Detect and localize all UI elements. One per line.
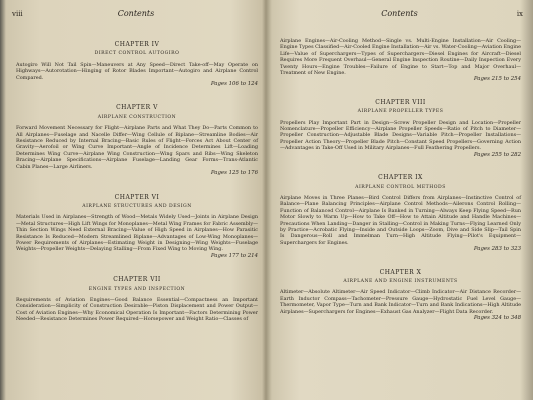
left-page-body bbox=[16, 38, 258, 323]
chapter-title: AIRPLANE PROPELLER TYPES bbox=[357, 109, 444, 115]
left-page-number: viii bbox=[12, 10, 23, 18]
chapter-contents: Forward Movement Necessary for Flight—Airplane Parts and What They Do—Parts Common to All Airplanes—Fuselage and Nacelle Differ—Wing Cellule of Biplane—Streamline Bodies—Air Resistance Reduced by Internal Bracing—Basic Rules of Flight—Forces Act About Center of Gravity—Aerofoil or Wing Curve Important—Angle of Incidence Determines Lift—Loading Determines Wing Curve—Airplane Wing Construction—Wing Spars and Ribs—Wing Skeleton Bracing—Airplane Specifications—Airplane Fuselage—Landing Gear Forms—Trans-Atlantic Cabin Planes—Large Airliners. bbox=[16, 125, 258, 170]
chapter-contents: Materials Used in Airplanes—Strength of Wood—Metals Widely Used—Joints in Airplane Design—Metal Structures—High Lift Wings for Monoplanes—Metal Wing Frames for Fabric Assembly—Thin Section Wings Need External Bracing—Value of High Speed in Airplanes—How Parasitic Resistance Is Reduced—Modern Streamlined Biplane—Advantages of Low-Wing Monoplanes—Power Requirements of Airplanes—Estimating Weight in Designing—Wing Weights—Fuselage Weights—Propeller Weights—Delaying Stalling—From Fixed Wing to Moving Wing. bbox=[16, 214, 258, 253]
chapter-contents: Requirements of Aviation Engines—Good Balance Essential—Compactness an Important Consideration—Simplicity of Construction Desirable—Piston Displacement and Power Output—Cost of Aviation Engines—Why Economical Operation Is Important—Factors Determining Power Needed—Resistance Determines Power Required—Horsepower and Weight Ratio—Classes of bbox=[16, 296, 258, 323]
left-page bbox=[8, 0, 264, 400]
left-running-title: Contents bbox=[117, 9, 155, 18]
chapter-heading: CHAPTER V bbox=[116, 104, 158, 112]
chapter-block bbox=[280, 270, 521, 322]
chapter-contents: Autogiro Will Not Tail Spin—Maneuvers at Any Speed—Direct Take-off—May Operate on Highways—Autorotation—Hinging of Rotor Blades Important—Autogiro and Airplane Control Compared. bbox=[16, 61, 258, 81]
chapter-block bbox=[16, 42, 258, 87]
right-page-number: ix bbox=[516, 10, 523, 18]
chapter-heading: CHAPTER VI bbox=[114, 193, 160, 201]
chapter-contents: Altimeter—Absolute Altimeter—Air Speed Indicator—Climb Indicator—Air Distance Recorder—Earth Inductor Compass—Tachometer—Pressure Gauge—Hydrostatic Fuel Level Gauge—Thermometer, Vapor Type—Turn and Bank Indicator—Turn and Bank Indications—High Altitude Airplanes—Superchargers for Engines—Exhaust Gas Analyzer—Flight Data Recorder. bbox=[280, 289, 521, 315]
chapter-pages: Pages 283 to 323 bbox=[473, 246, 521, 253]
chapter-title: AIRPLANE CONTROL METHODS bbox=[355, 184, 446, 190]
chapter-pages: Pages 125 to 176 bbox=[210, 170, 258, 177]
chapter-block bbox=[16, 195, 258, 260]
chapter-contents: Propellers Play Important Part in Design—Screw Propeller Design and Location—Propeller Nomenclature—Propeller Efficiency—Airplane Propeller Speeds—Ratio of Pitch to Diameter—Propeller Construction—Adjustable Blade Designs—Variable Pitch—Propeller Installations—Propeller Action Theory—Propeller Blade Pitch—Constant Speed Propellers—Governing Action—Advantages in Take-Off Used in Military Airplanes—Full Feathering Propellers. bbox=[280, 119, 521, 152]
right-running-title: Contents bbox=[381, 9, 418, 18]
right-page-body bbox=[280, 38, 521, 321]
right-page bbox=[272, 0, 527, 400]
chapter-title: ENGINE TYPES AND INSPECTION bbox=[88, 286, 186, 292]
chapter-heading: CHAPTER IX bbox=[378, 174, 423, 182]
chapter-block bbox=[16, 277, 258, 322]
chapter-block bbox=[280, 175, 521, 252]
chapter-pages: Pages 215 to 254 bbox=[473, 76, 521, 83]
chapter-title: AIRPLANE STRUCTURES AND DESIGN bbox=[82, 203, 192, 209]
chapter-block bbox=[16, 105, 258, 176]
chapter-title: AIRPLANE CONSTRUCTION bbox=[97, 114, 177, 120]
chapter-pages: Pages 106 to 124 bbox=[210, 81, 258, 88]
chapter-contents: Airplane Moves in Three Planes—Bird Control Differs from Airplanes—Instinctive Control of Balance—Plane Balancing Principles—Airplane Control Methods—Ailerons Control Rolling—Function of Balanced Control—Airplane Is Banked in Turning—Always Keep Flying Speed—Run Motor Slowly to Warm Up—How to Take Off—How to Attain Altitude and Handle Machines—Precautions When Landing—Danger in Stalling—Control in Making Turns—Flying Learned Only by Practice—Acrobatic Flying—Inside and Outside Loops—Zoom, Dive and Side Slip—Tail Spin Is Dangerous—Roll and Immelman Turn—High Altitude Flying—Pilot's Equipment—Superchargers for Engines. bbox=[280, 194, 521, 246]
chapter-title: AIRPLANE AND ENGINE INSTRUMENTS bbox=[343, 278, 458, 284]
chapter-heading: CHAPTER X bbox=[379, 268, 422, 276]
chapter-pages: Pages 177 to 214 bbox=[210, 252, 258, 259]
chapter-pages: Pages 255 to 282 bbox=[473, 151, 521, 158]
chapter-contents: Airplane Engines—Air-Cooling Method—Single vs. Multi-Engine Installation—Air Cooling—Engine Types Classified—Air-Cooled Engine Installation—Air vs. Water-Cooling—Aviation Engine Life—Value of Superchargers—Types of Superchargers—Diesel Engines for Aircraft—Diesel Requires More Frequent Overhaul—General Engine Inspection Routine—Daily Inspection Every Twenty Hours—Engine Troubles—Failure of Engine to Start—Top and Major Overhaul—Treatment of New Engine. bbox=[280, 38, 521, 77]
chapter-pages: Pages 324 to 348 bbox=[473, 315, 521, 321]
chapter-heading: CHAPTER VIII bbox=[375, 98, 426, 106]
chapter-heading: CHAPTER VII bbox=[113, 276, 161, 284]
chapter-heading: CHAPTER IV bbox=[114, 41, 160, 48]
left-running-head bbox=[8, 10, 264, 22]
right-running-head bbox=[272, 10, 527, 22]
chapter-block bbox=[280, 100, 521, 158]
chapter-title: DIRECT CONTROL AUTOGIRO bbox=[94, 51, 180, 57]
chapter-continuation bbox=[280, 38, 521, 83]
